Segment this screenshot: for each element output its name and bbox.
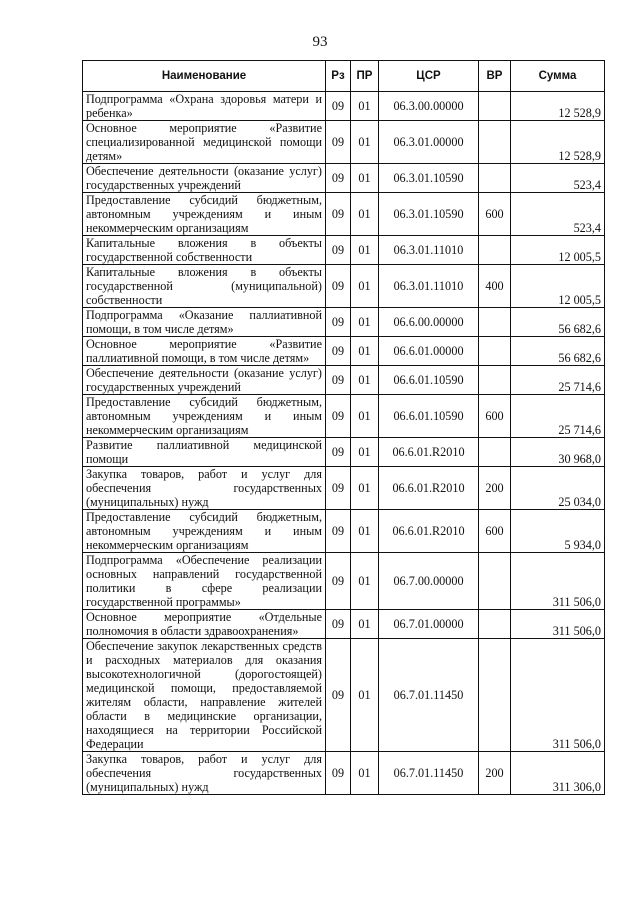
table-row — [83, 366, 605, 395]
page-number: 93 — [312, 34, 328, 50]
cell-vr — [479, 164, 511, 193]
table-row — [83, 553, 605, 610]
table-row — [83, 337, 605, 366]
cell-sum: 56 682,6 — [511, 308, 605, 337]
table-row — [83, 265, 605, 308]
cell-csr: 06.6.01.10590 — [379, 366, 479, 395]
cell-sum: 311 506,0 — [511, 639, 605, 752]
cell-rz: 09 — [326, 193, 351, 236]
cell-name: Подпрограмма «Оказание паллиативной помощи, в том числе детям» — [83, 308, 326, 337]
cell-sum: 12 005,5 — [511, 236, 605, 265]
cell-vr — [479, 639, 511, 752]
column-header-vr: ВР — [479, 61, 511, 92]
table-body — [83, 92, 605, 795]
cell-pr: 01 — [351, 553, 379, 610]
cell-name: Основное мероприятие «Отдельные полномочия в области здравоохранения» — [83, 610, 326, 639]
cell-sum: 25 714,6 — [511, 395, 605, 438]
cell-name: Обеспечение деятельности (оказание услуг) государственных учреждений — [83, 366, 326, 395]
cell-csr: 06.7.01.00000 — [379, 610, 479, 639]
cell-vr — [479, 553, 511, 610]
cell-vr — [479, 337, 511, 366]
cell-sum: 311 306,0 — [511, 752, 605, 795]
cell-vr: 600 — [479, 193, 511, 236]
cell-vr: 600 — [479, 510, 511, 553]
cell-rz: 09 — [326, 337, 351, 366]
cell-pr: 01 — [351, 467, 379, 510]
cell-pr: 01 — [351, 236, 379, 265]
cell-vr — [479, 236, 511, 265]
cell-rz: 09 — [326, 236, 351, 265]
cell-csr: 06.6.01.R2010 — [379, 467, 479, 510]
cell-vr — [479, 610, 511, 639]
table-row — [83, 92, 605, 121]
cell-rz: 09 — [326, 610, 351, 639]
cell-vr — [479, 366, 511, 395]
cell-name: Закупка товаров, работ и услуг для обеспечения государственных (муниципальных) нужд — [83, 752, 326, 795]
cell-rz: 09 — [326, 395, 351, 438]
cell-name: Предоставление субсидий бюджетным, автономным учреждениям и иным некоммерческим организациям — [83, 510, 326, 553]
cell-sum: 12 528,9 — [511, 92, 605, 121]
table-row — [83, 438, 605, 467]
budget-table — [82, 60, 605, 795]
cell-sum: 5 934,0 — [511, 510, 605, 553]
cell-csr: 06.7.01.11450 — [379, 752, 479, 795]
table-row — [83, 467, 605, 510]
column-header-sum: Сумма — [511, 61, 605, 92]
cell-pr: 01 — [351, 395, 379, 438]
cell-rz: 09 — [326, 467, 351, 510]
cell-csr: 06.3.01.10590 — [379, 164, 479, 193]
cell-csr: 06.3.01.11010 — [379, 236, 479, 265]
column-header-rz: Рз — [326, 61, 351, 92]
cell-rz: 09 — [326, 121, 351, 164]
cell-name: Предоставление субсидий бюджетным, автономным учреждениям и иным некоммерческим организациям — [83, 395, 326, 438]
cell-sum: 523,4 — [511, 193, 605, 236]
cell-sum: 25 034,0 — [511, 467, 605, 510]
cell-rz: 09 — [326, 164, 351, 193]
cell-pr: 01 — [351, 639, 379, 752]
cell-name: Развитие паллиативной медицинской помощи — [83, 438, 326, 467]
cell-name: Предоставление субсидий бюджетным, автономным учреждениям и иным некоммерческим организациям — [83, 193, 326, 236]
cell-pr: 01 — [351, 337, 379, 366]
cell-name: Подпрограмма «Обеспечение реализации основных направлений государственной политики в сфере реализации государственной программы» — [83, 553, 326, 610]
cell-csr: 06.3.01.10590 — [379, 193, 479, 236]
cell-csr: 06.6.00.00000 — [379, 308, 479, 337]
cell-rz: 09 — [326, 366, 351, 395]
cell-pr: 01 — [351, 366, 379, 395]
cell-csr: 06.7.00.00000 — [379, 553, 479, 610]
cell-name: Основное мероприятие «Развитие специализированной медицинской помощи детям» — [83, 121, 326, 164]
cell-rz: 09 — [326, 308, 351, 337]
table-row — [83, 193, 605, 236]
cell-name: Капитальные вложения в объекты государственной (муниципальной) собственности — [83, 265, 326, 308]
cell-pr: 01 — [351, 193, 379, 236]
cell-vr: 600 — [479, 395, 511, 438]
cell-rz: 09 — [326, 265, 351, 308]
cell-pr: 01 — [351, 752, 379, 795]
cell-csr: 06.3.00.00000 — [379, 92, 479, 121]
cell-sum: 56 682,6 — [511, 337, 605, 366]
cell-pr: 01 — [351, 510, 379, 553]
column-header-name: Наименование — [83, 61, 326, 92]
cell-pr: 01 — [351, 265, 379, 308]
cell-rz: 09 — [326, 639, 351, 752]
table-row — [83, 164, 605, 193]
cell-pr: 01 — [351, 308, 379, 337]
cell-name: Подпрограмма «Охрана здоровья матери и ребенка» — [83, 92, 326, 121]
cell-pr: 01 — [351, 610, 379, 639]
cell-name: Обеспечение деятельности (оказание услуг) государственных учреждений — [83, 164, 326, 193]
table-row — [83, 121, 605, 164]
cell-sum: 30 968,0 — [511, 438, 605, 467]
cell-pr: 01 — [351, 438, 379, 467]
cell-sum: 311 506,0 — [511, 610, 605, 639]
table-row — [83, 610, 605, 639]
table-row — [83, 236, 605, 265]
cell-csr: 06.6.01.R2010 — [379, 438, 479, 467]
cell-vr: 400 — [479, 265, 511, 308]
cell-csr: 06.3.01.00000 — [379, 121, 479, 164]
cell-rz: 09 — [326, 553, 351, 610]
cell-vr — [479, 92, 511, 121]
cell-vr: 200 — [479, 752, 511, 795]
column-header-csr: ЦСР — [379, 61, 479, 92]
cell-sum: 12 005,5 — [511, 265, 605, 308]
cell-sum: 12 528,9 — [511, 121, 605, 164]
cell-name: Капитальные вложения в объекты государственной собственности — [83, 236, 326, 265]
cell-sum: 523,4 — [511, 164, 605, 193]
cell-rz: 09 — [326, 438, 351, 467]
column-header-pr: ПР — [351, 61, 379, 92]
cell-rz: 09 — [326, 752, 351, 795]
cell-pr: 01 — [351, 164, 379, 193]
cell-vr — [479, 308, 511, 337]
cell-vr — [479, 438, 511, 467]
table-row — [83, 510, 605, 553]
table-row — [83, 395, 605, 438]
cell-sum: 311 506,0 — [511, 553, 605, 610]
cell-csr: 06.6.01.R2010 — [379, 510, 479, 553]
cell-csr: 06.6.01.00000 — [379, 337, 479, 366]
cell-name: Закупка товаров, работ и услуг для обеспечения государственных (муниципальных) нужд — [83, 467, 326, 510]
table-header-row — [83, 61, 605, 92]
cell-pr: 01 — [351, 121, 379, 164]
cell-rz: 09 — [326, 510, 351, 553]
table-row — [83, 752, 605, 795]
cell-vr: 200 — [479, 467, 511, 510]
cell-pr: 01 — [351, 92, 379, 121]
cell-name: Основное мероприятие «Развитие паллиативной помощи, в том числе детям» — [83, 337, 326, 366]
cell-csr: 06.6.01.10590 — [379, 395, 479, 438]
cell-sum: 25 714,6 — [511, 366, 605, 395]
cell-vr — [479, 121, 511, 164]
table-row — [83, 308, 605, 337]
cell-rz: 09 — [326, 92, 351, 121]
cell-csr: 06.3.01.11010 — [379, 265, 479, 308]
cell-name: Обеспечение закупок лекарственных средств и расходных материалов для оказания высокотехнологичной (дорогостоящей) медицинской помощи, предоставляемой жителям области, направление жителей области в медицинские организации, находящиеся на территории Российской Федерации — [83, 639, 326, 752]
cell-csr: 06.7.01.11450 — [379, 639, 479, 752]
table-row — [83, 639, 605, 752]
